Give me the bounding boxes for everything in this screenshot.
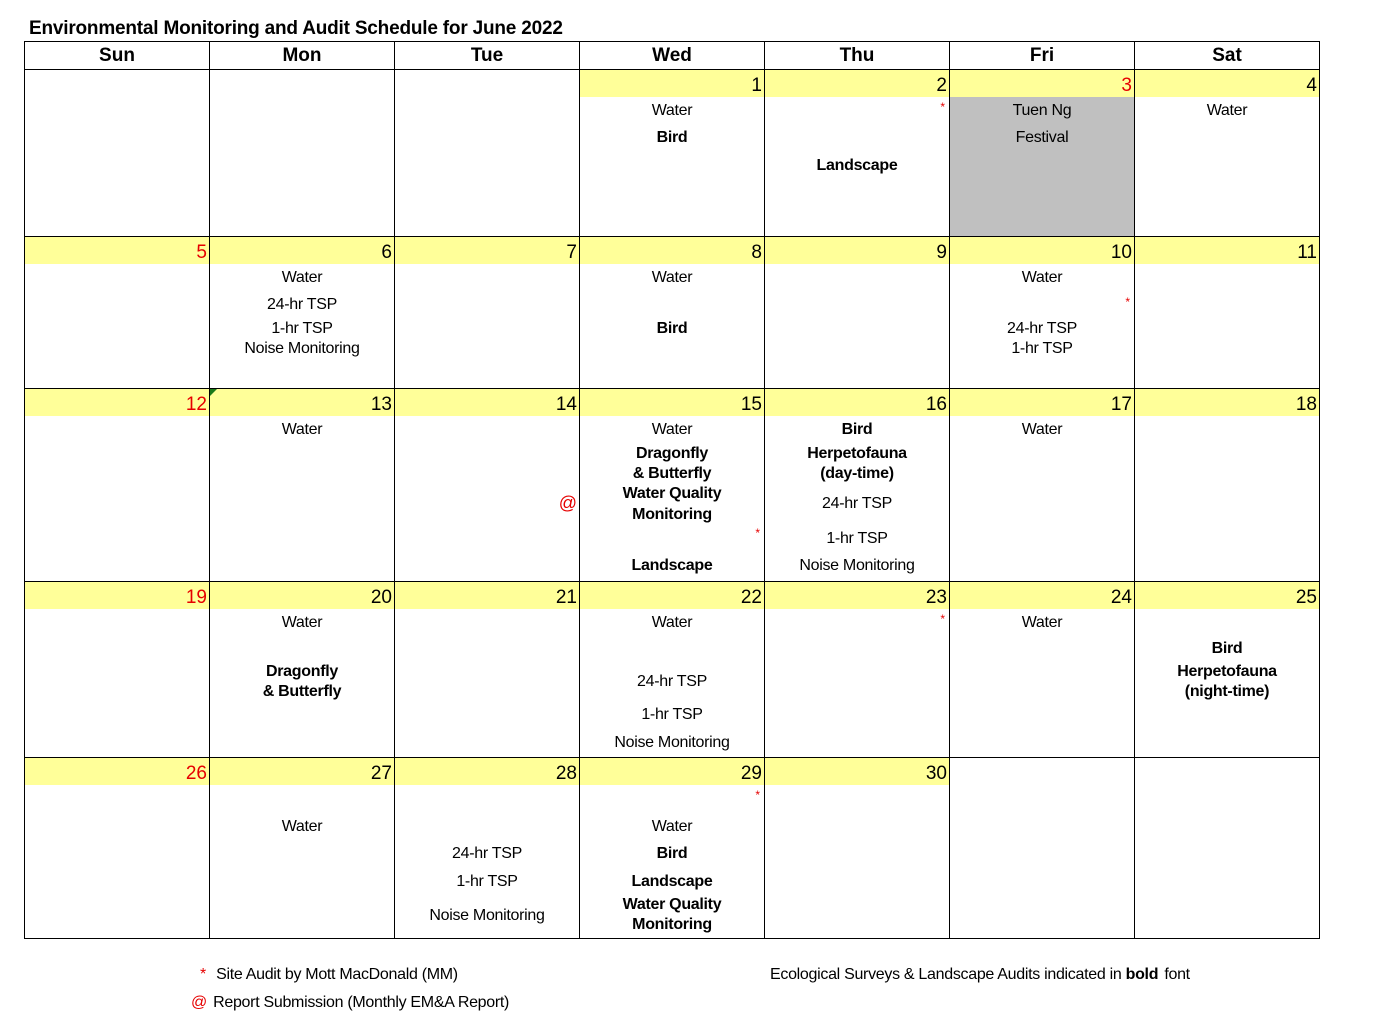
- day-number: 15: [580, 389, 764, 416]
- day-number: 30: [765, 758, 949, 785]
- day-cell-15: [580, 389, 765, 582]
- day-cell-12: [25, 389, 210, 582]
- event-water: Water: [651, 269, 693, 286]
- day-number: 26: [25, 758, 209, 785]
- day-number: 27: [210, 758, 394, 785]
- day-number: 1: [580, 70, 764, 97]
- weekday-sat: Sat: [1135, 42, 1320, 70]
- day-number: 6: [210, 237, 394, 264]
- site-audit-marker: *: [755, 788, 760, 802]
- weekday-tue: Tue: [395, 42, 580, 70]
- event-water: Water: [651, 102, 693, 119]
- weekday-thu: Thu: [765, 42, 950, 70]
- day-cell-1: [580, 70, 765, 237]
- event-1hr-tsp: 1-hr TSP: [271, 320, 333, 337]
- event-noise-monitoring: Noise Monitoring: [614, 734, 730, 751]
- comment-corner-icon: [210, 389, 217, 396]
- event-bird: Bird: [656, 845, 688, 862]
- day-cell-8: [580, 237, 765, 389]
- day-number: 17: [950, 389, 1134, 416]
- day-number: 18: [1135, 389, 1319, 416]
- day-cell-3: [950, 70, 1135, 237]
- event-herpetofauna: Herpetofauna: [1177, 663, 1277, 680]
- event-water: Water: [651, 421, 693, 438]
- event-24hr-tsp: 24-hr TSP: [822, 495, 892, 512]
- legend-bold-note-prefix: Ecological Surveys & Landscape Audits indicated in: [770, 966, 1122, 983]
- event-1hr-tsp: 1-hr TSP: [641, 706, 703, 723]
- event-herpetofauna: Herpetofauna: [807, 445, 907, 462]
- day-cell-6: [210, 237, 395, 389]
- day-cell-4: [1135, 70, 1320, 237]
- legend-site-audit-text: Site Audit by Mott MacDonald (MM): [216, 966, 458, 983]
- site-audit-marker: *: [1125, 295, 1130, 309]
- day-number: 12: [25, 389, 209, 416]
- event-24hr-tsp: 24-hr TSP: [1007, 320, 1077, 337]
- day-cell-18: [1135, 389, 1320, 582]
- week-row: [25, 237, 1320, 389]
- day-number: 10: [950, 237, 1134, 264]
- day-number: 8: [580, 237, 764, 264]
- week-row: [25, 582, 1320, 758]
- site-audit-marker: *: [755, 526, 760, 540]
- day-cell-7: [395, 237, 580, 389]
- event-noise-monitoring: Noise Monitoring: [429, 907, 545, 924]
- report-submission-marker: @: [558, 493, 577, 513]
- event-dragonfly: Dragonfly: [636, 445, 708, 462]
- legend-site-audit: [200, 966, 458, 984]
- day-number: 11: [1135, 237, 1319, 264]
- event-24hr-tsp: 24-hr TSP: [637, 673, 707, 690]
- weekday-mon: Mon: [210, 42, 395, 70]
- event-water: Water: [1021, 269, 1063, 286]
- event-dragonfly: Dragonfly: [266, 663, 338, 680]
- event-bird: Bird: [656, 129, 688, 146]
- day-number: 19: [25, 582, 209, 609]
- event-bird: Bird: [656, 320, 688, 337]
- day-cell-9: [765, 237, 950, 389]
- event-water: Water: [281, 421, 323, 438]
- day-number: 7: [395, 237, 579, 264]
- event-bird: Bird: [841, 421, 873, 438]
- day-number: 28: [395, 758, 579, 785]
- legend-bold-note: [770, 966, 1190, 984]
- day-number: 20: [210, 582, 394, 609]
- weekday-header-row: [25, 42, 1320, 70]
- day-number: 23: [765, 582, 949, 609]
- week-row: [25, 70, 1320, 237]
- day-cell-22: [580, 582, 765, 758]
- day-cell-27: [210, 758, 395, 939]
- event-butterfly: & Butterfly: [632, 465, 712, 482]
- weekday-fri: Fri: [950, 42, 1135, 70]
- day-number: 14: [395, 389, 579, 416]
- day-cell-25: [1135, 582, 1320, 758]
- day-number: 21: [395, 582, 579, 609]
- event-water-quality-monitoring: Monitoring: [632, 916, 712, 933]
- legend-bold-note-suffix: font: [1164, 966, 1190, 983]
- legend-report-text: Report Submission (Monthly EM&A Report): [213, 994, 510, 1011]
- legend-report-submission: [191, 994, 509, 1012]
- day-number: 13: [210, 389, 394, 416]
- day-number: 22: [580, 582, 764, 609]
- holiday-label-line1: Tuen Ng: [1012, 102, 1072, 119]
- day-cell-empty: [1135, 758, 1320, 939]
- event-night-time: (night-time): [1184, 683, 1270, 700]
- day-cell-13: [210, 389, 395, 582]
- event-water-quality-monitoring: Monitoring: [632, 506, 712, 523]
- day-cell-empty: [950, 758, 1135, 939]
- event-1hr-tsp: 1-hr TSP: [456, 873, 518, 890]
- event-water: Water: [281, 269, 323, 286]
- event-day-time: (day-time): [820, 465, 894, 482]
- week-row: [25, 389, 1320, 582]
- day-number: 4: [1135, 70, 1319, 97]
- event-water: Water: [651, 614, 693, 631]
- day-cell-empty: [395, 70, 580, 237]
- day-cell-23: [765, 582, 950, 758]
- holiday-label-line2: Festival: [1015, 129, 1069, 146]
- event-water: Water: [1206, 102, 1248, 119]
- event-water-quality: Water Quality: [622, 896, 722, 913]
- day-cell-17: [950, 389, 1135, 582]
- site-audit-marker: *: [940, 612, 945, 626]
- page-title: Environmental Monitoring and Audit Schedule for June 2022: [29, 18, 563, 39]
- day-cell-empty: [25, 70, 210, 237]
- event-water-quality: Water Quality: [622, 485, 722, 502]
- event-24hr-tsp: 24-hr TSP: [452, 845, 522, 862]
- event-water: Water: [1021, 421, 1063, 438]
- day-cell-28: [395, 758, 580, 939]
- event-water: Water: [1021, 614, 1063, 631]
- event-butterfly: & Butterfly: [262, 683, 342, 700]
- site-audit-marker: *: [940, 100, 945, 114]
- day-number: 16: [765, 389, 949, 416]
- event-water: Water: [281, 614, 323, 631]
- day-cell-29: [580, 758, 765, 939]
- event-1hr-tsp: 1-hr TSP: [1011, 340, 1073, 357]
- event-noise-monitoring: Noise Monitoring: [244, 340, 360, 357]
- day-cell-21: [395, 582, 580, 758]
- day-number: 5: [25, 237, 209, 264]
- day-number: 9: [765, 237, 949, 264]
- day-number: 24: [950, 582, 1134, 609]
- at-sign-icon: @: [191, 994, 207, 1011]
- week-row: [25, 758, 1320, 939]
- weekday-wed: Wed: [580, 42, 765, 70]
- event-landscape: Landscape: [816, 157, 898, 174]
- day-cell-20: [210, 582, 395, 758]
- day-number: 3: [950, 70, 1134, 97]
- legend-bold-note-bold: bold: [1125, 966, 1159, 983]
- event-water: Water: [651, 818, 693, 835]
- day-cell-10: [950, 237, 1135, 389]
- weekday-sun: Sun: [25, 42, 210, 70]
- day-cell-2: [765, 70, 950, 237]
- day-cell-14: [395, 389, 580, 582]
- asterisk-icon: *: [200, 966, 206, 983]
- day-cell-30: [765, 758, 950, 939]
- event-bird: Bird: [1211, 640, 1243, 657]
- event-24hr-tsp: 24-hr TSP: [267, 296, 337, 313]
- day-cell-26: [25, 758, 210, 939]
- day-cell-24: [950, 582, 1135, 758]
- day-cell-19: [25, 582, 210, 758]
- event-landscape: Landscape: [631, 873, 713, 890]
- day-cell-5: [25, 237, 210, 389]
- day-cell-16: [765, 389, 950, 582]
- event-1hr-tsp: 1-hr TSP: [826, 530, 888, 547]
- day-number: 2: [765, 70, 949, 97]
- day-cell-11: [1135, 237, 1320, 389]
- event-landscape: Landscape: [631, 557, 713, 574]
- calendar-grid: [24, 41, 1320, 939]
- day-number: 25: [1135, 582, 1319, 609]
- event-water: Water: [281, 818, 323, 835]
- day-cell-empty: [210, 70, 395, 237]
- event-noise-monitoring: Noise Monitoring: [799, 557, 915, 574]
- day-number: 29: [580, 758, 764, 785]
